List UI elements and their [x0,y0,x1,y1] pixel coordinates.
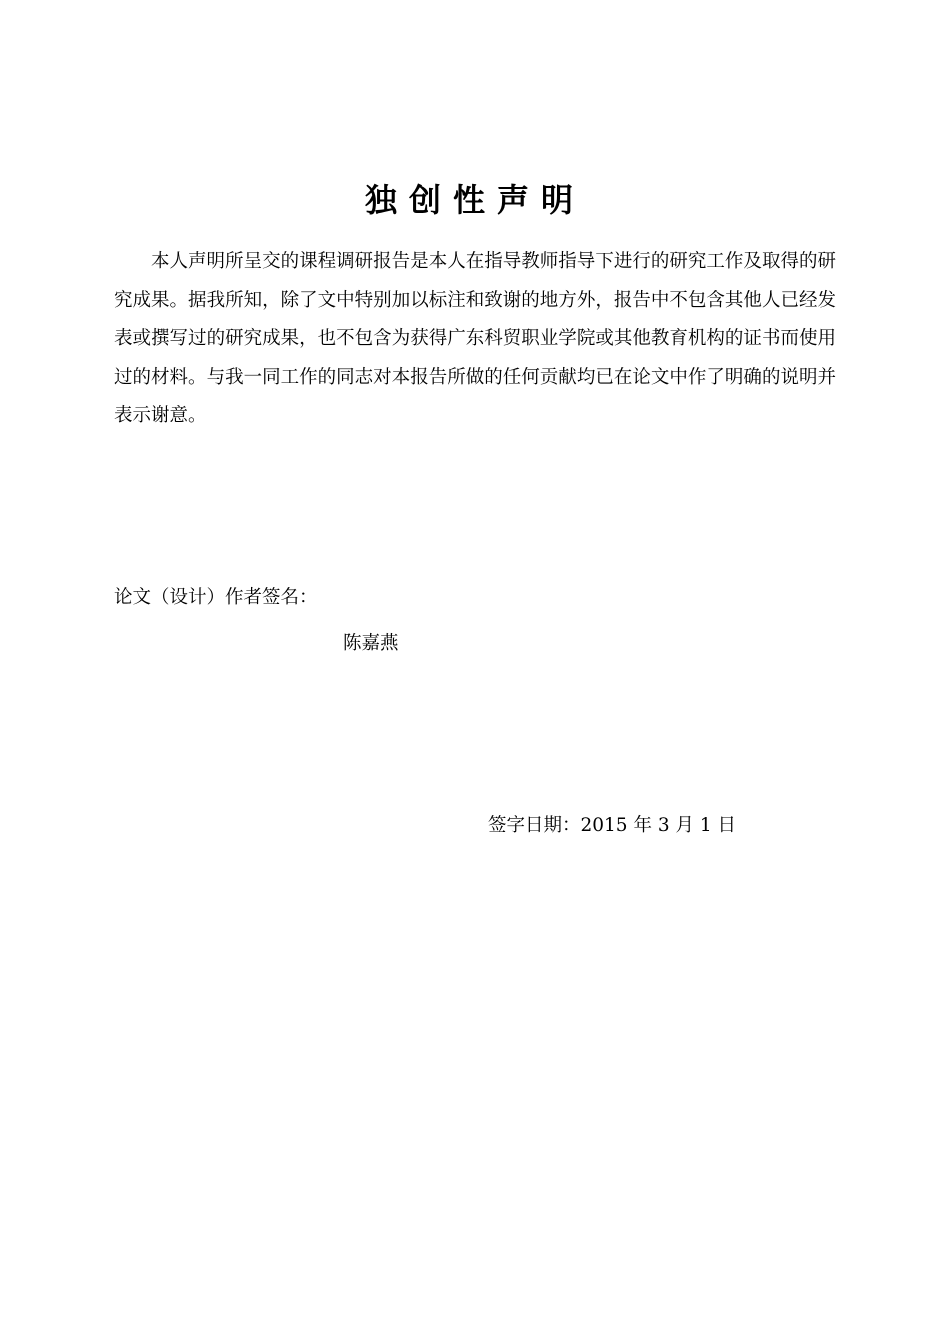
declaration-paragraph: 本人声明所呈交的课程调研报告是本人在指导教师指导下进行的研究工作及取得的研究成果。据我所知，除了文中特别加以标注和致谢的地方外，报告中不包含其他人已经发表或撰写过的研究成果，也不包含为获得广东科贸职业学院或其他教育机构的证书而使用过的材料。与我一同工作的同志对本报告所做的任何贡献均已在论文中作了明确的说明并表示谢意。 [114,251,836,426]
author-signature: 陈嘉燕 [343,633,399,654]
signature-label: 论文（设计）作者签名： [114,587,318,608]
declaration-body [114,243,836,436]
page-title: 独创性声明 [364,181,585,219]
sign-date: 签字日期：2015 年 3 月 1 日 [488,815,737,836]
